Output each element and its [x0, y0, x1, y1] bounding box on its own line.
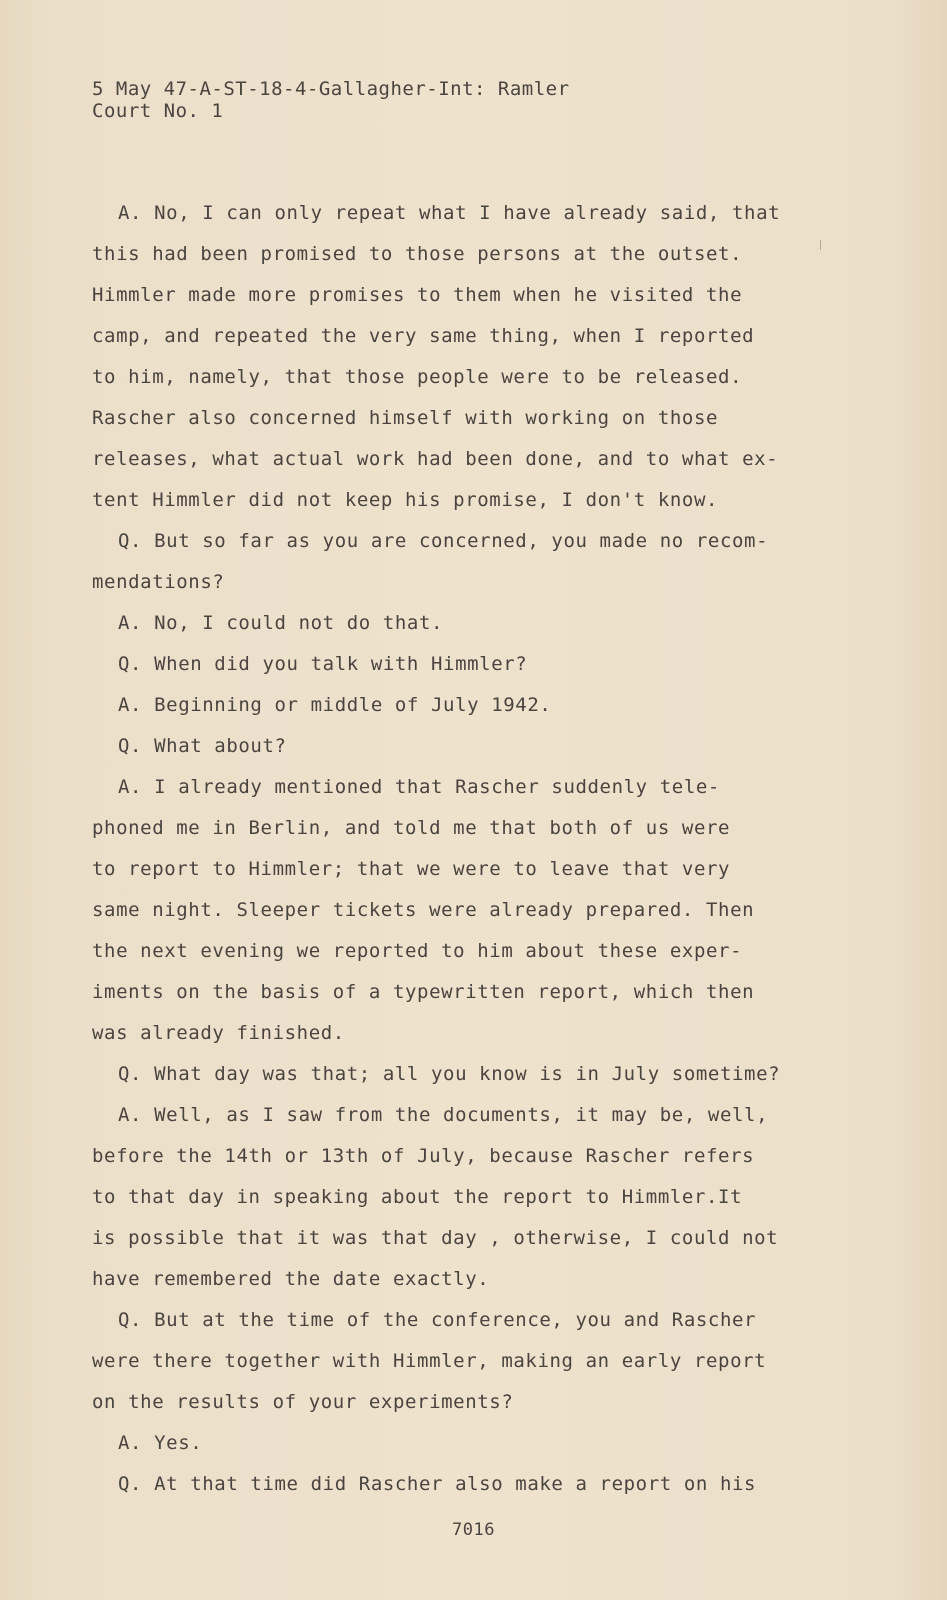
transcript-line: Himmler made more promises to them when he visited the — [92, 284, 743, 306]
transcript-line: A. Yes. — [118, 1432, 203, 1454]
transcript-line: Q. What day was that; all you know is in July sometime? — [118, 1063, 781, 1085]
transcript-line: Q. But at the time of the conference, you and Rascher — [118, 1309, 757, 1331]
transcript-line: camp, and repeated the very same thing, when I reported — [92, 325, 755, 347]
transcript-line: Q. But so far as you are concerned, you made no recom- — [118, 530, 769, 552]
transcript-line: to that day in speaking about the report to Himmler.It — [92, 1186, 743, 1208]
header-court-line: Court No. 1 — [92, 100, 224, 122]
document-header — [92, 78, 872, 122]
transcript-line: before the 14th or 13th of July, because Rascher refers — [92, 1145, 755, 1167]
transcript-line: is possible that it was that day , otherwise, I could not — [92, 1227, 779, 1249]
transcript-line: were there together with Himmler, making an early report — [92, 1350, 767, 1372]
transcript-line: phoned me in Berlin, and told me that both of us were — [92, 817, 731, 839]
transcript-line: to report to Himmler; that we were to leave that very — [92, 858, 731, 880]
page-number: 7016 — [452, 1520, 495, 1540]
transcript-line: the next evening we reported to him about these exper- — [92, 940, 743, 962]
transcript-line: A. No, I can only repeat what I have already said, that — [118, 202, 781, 224]
transcript-body — [92, 193, 852, 1505]
transcript-line: A. I already mentioned that Rascher suddenly tele- — [118, 776, 720, 798]
transcript-line: Q. When did you talk with Himmler? — [118, 653, 528, 675]
transcript-line: A. No, I could not do that. — [118, 612, 444, 634]
transcript-line: same night. Sleeper tickets were already prepared. Then — [92, 899, 755, 921]
transcript-line: tent Himmler did not keep his promise, I don't know. — [92, 489, 719, 511]
transcript-line: releases, what actual work had been done, and to what ex- — [92, 448, 779, 470]
transcript-line: this had been promised to those persons at the outset. — [92, 243, 743, 265]
transcript-line: was already finished. — [92, 1022, 345, 1044]
transcript-line: mendations? — [92, 571, 225, 593]
transcript-line: iments on the basis of a typewritten report, which then — [92, 981, 755, 1003]
transcript-line: have remembered the date exactly. — [92, 1268, 490, 1290]
transcript-line: on the results of your experiments? — [92, 1391, 514, 1413]
header-session-line: 5 May 47-A-ST-18-4-Gallagher-Int: Ramler — [92, 78, 570, 100]
transcript-line: Q. What about? — [118, 735, 287, 757]
transcript-line: to him, namely, that those people were to be released. — [92, 366, 743, 388]
transcript-line: Q. At that time did Rascher also make a report on his — [118, 1473, 757, 1495]
transcript-line: Rascher also concerned himself with working on those — [92, 407, 719, 429]
transcript-line: A. Well, as I saw from the documents, it may be, well, — [118, 1104, 769, 1126]
transcript-line: A. Beginning or middle of July 1942. — [118, 694, 552, 716]
